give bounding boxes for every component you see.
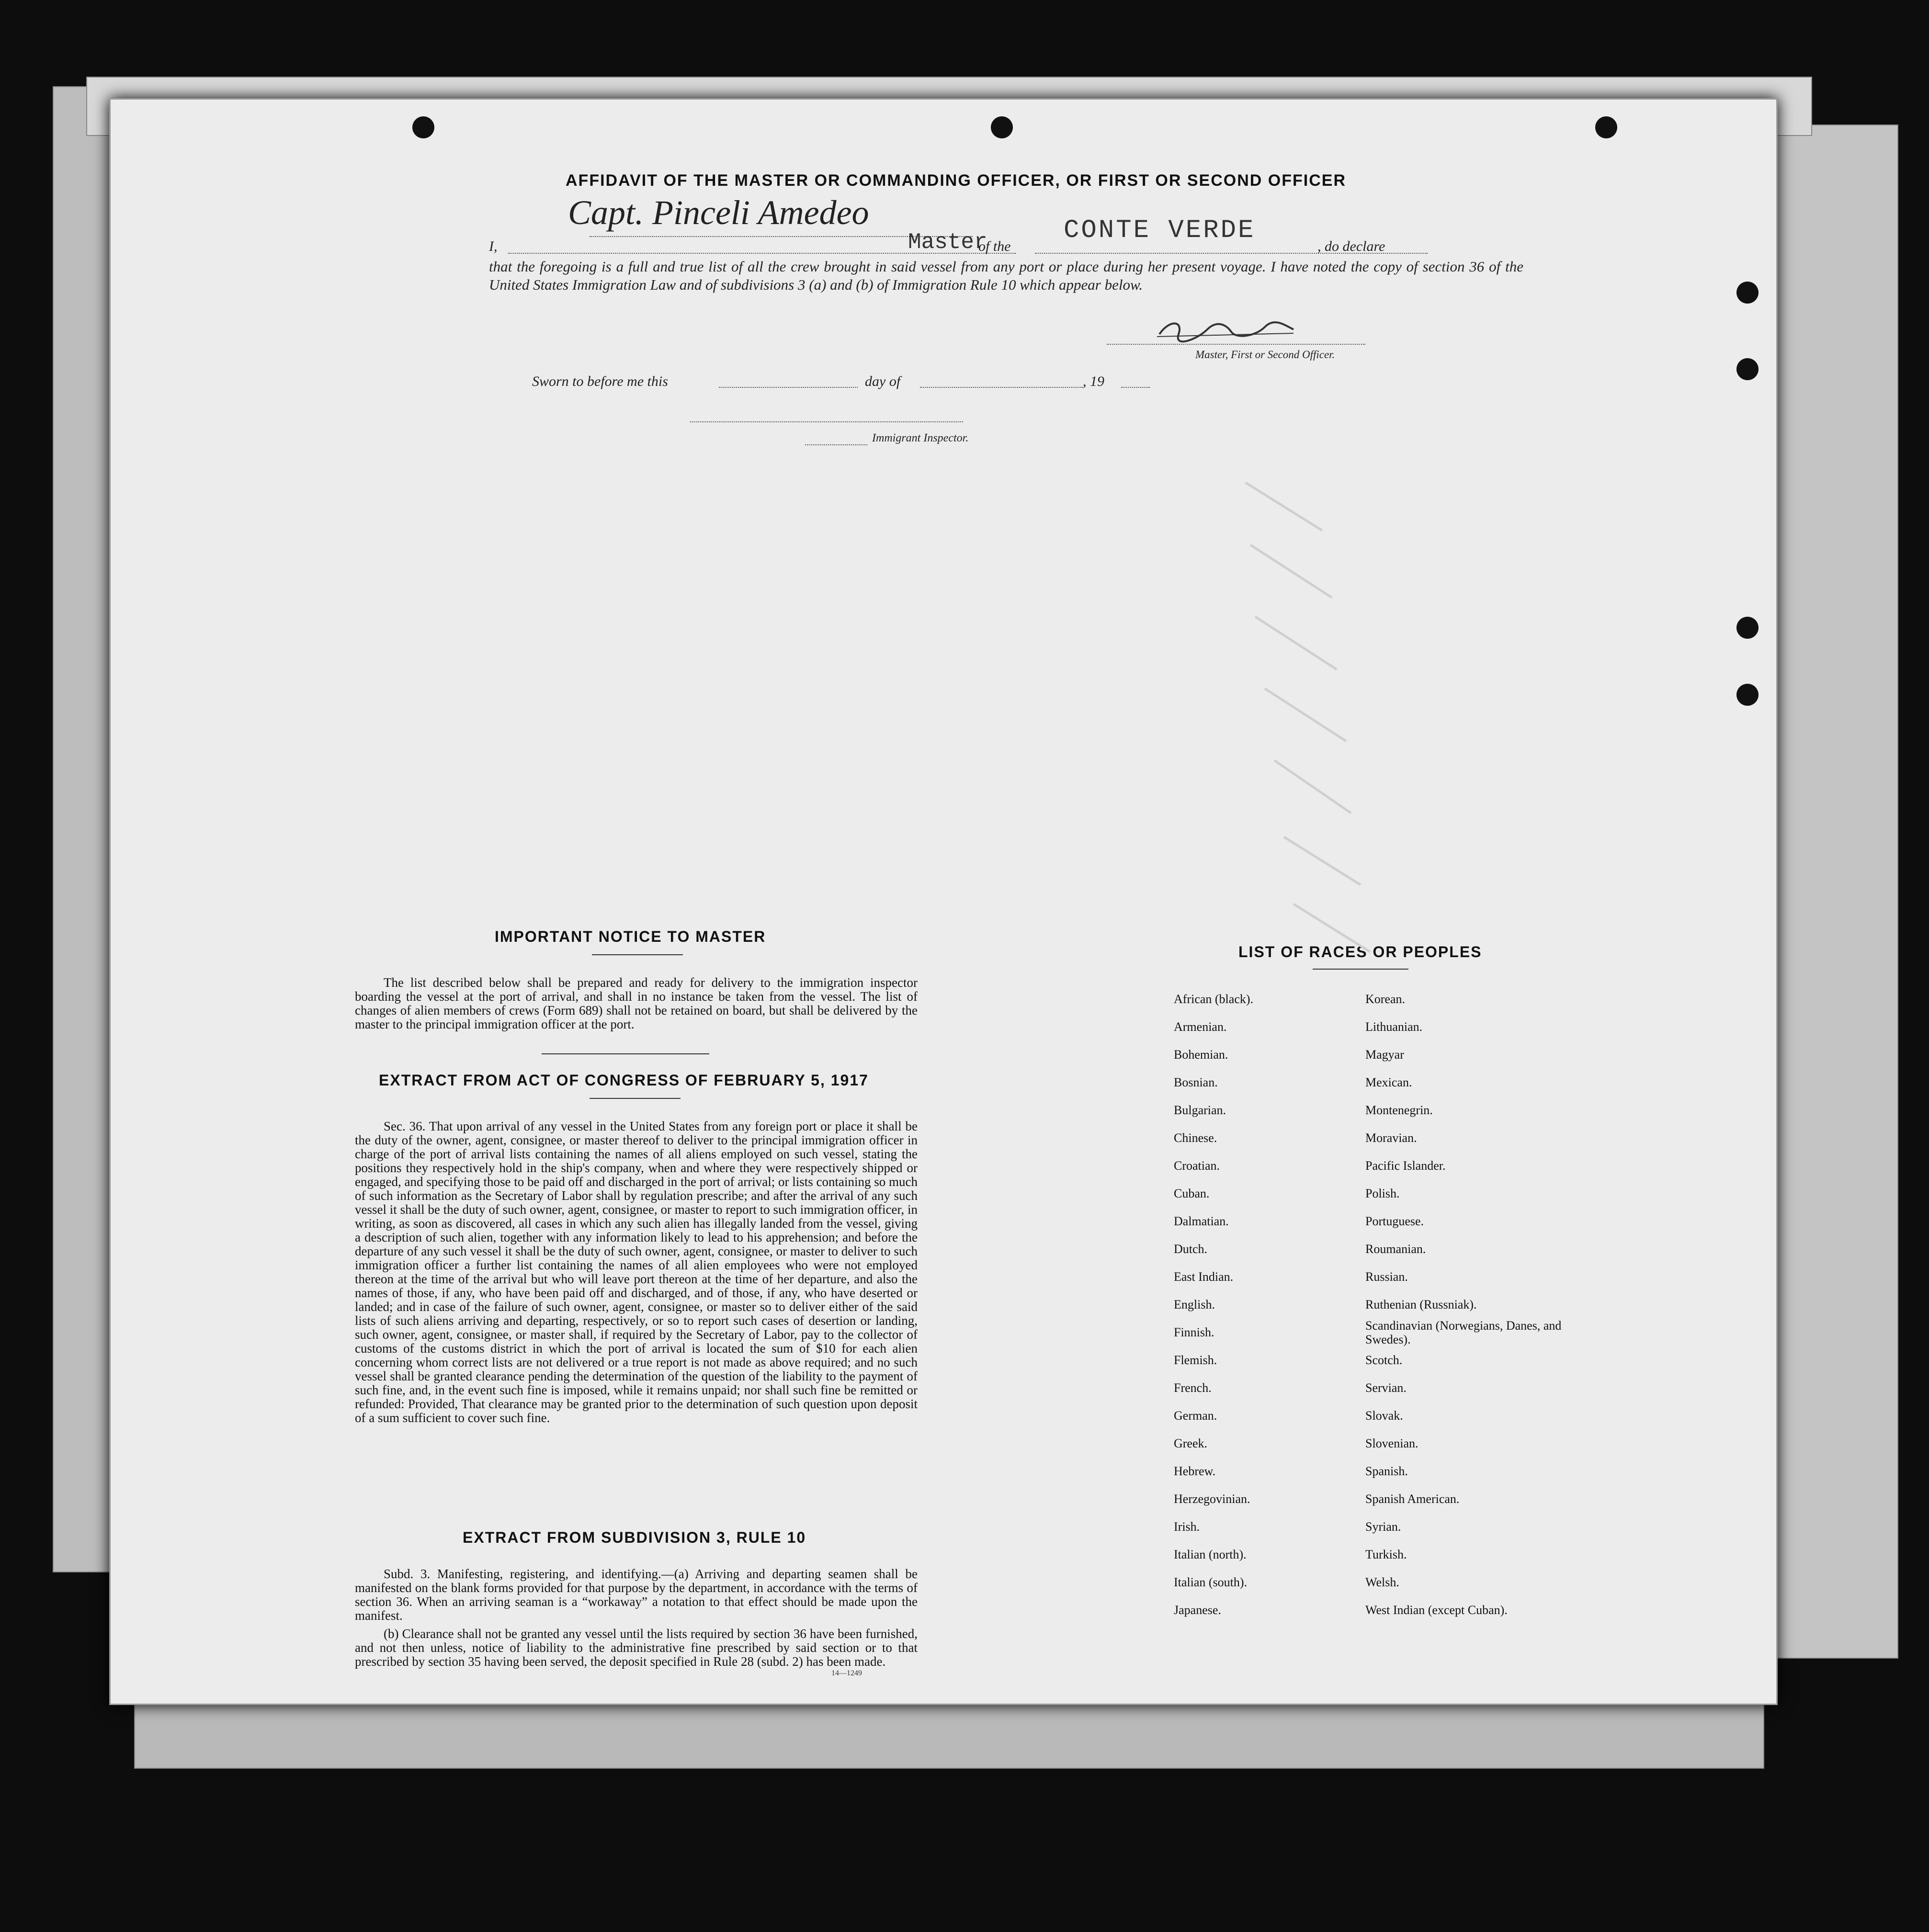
race-item: Japanese. — [1174, 1603, 1221, 1617]
race-item: Turkish. — [1365, 1548, 1407, 1561]
race-item: Finnish. — [1174, 1325, 1214, 1339]
sworn-day-line — [719, 387, 858, 388]
race-item: Moravian. — [1365, 1131, 1417, 1145]
act-extract-title: EXTRACT FROM ACT OF CONGRESS OF FEBRUARY 5, 1917 — [379, 1072, 869, 1089]
sworn-prefix: Sworn to before me this — [532, 373, 668, 389]
sworn-year-label: , 19 — [1083, 373, 1104, 389]
document-page — [109, 98, 1778, 1705]
sworn-month-line — [920, 387, 1083, 388]
race-item: Montenegrin. — [1365, 1103, 1433, 1117]
notice-text: The list described below shall be prepared and ready for delivery to the immigration inspector boarding the vessel at the port of arrival, and shall in no instance be taken from the vessel. The list of changes of alien members of crews (Form 689) shall not be retained on board, but shall be delivered by the master to the principal immigration officer at the port. — [355, 975, 918, 1031]
race-item: French. — [1174, 1381, 1212, 1395]
race-item: Mexican. — [1365, 1075, 1412, 1089]
punch-hole — [1595, 116, 1617, 138]
races-right-column — [1365, 985, 1576, 1624]
affidavit-text: that the foregoing is a full and true list of all the crew brought in said vessel from any port or place during her present voyage. I have noted the copy of section 36 of the United States Immigration Law and of subdivisions 3 (a) and (b) of Immigration Rule 10 which appear below. — [489, 258, 1523, 293]
race-item: Ruthenian (Russniak). — [1365, 1298, 1477, 1311]
of-the-label: of the — [978, 238, 1011, 254]
punch-hole — [1736, 282, 1759, 304]
do-declare-label: , do declare — [1317, 238, 1385, 254]
races-left-column — [1174, 985, 1332, 1624]
race-item: Bosnian. — [1174, 1075, 1218, 1089]
race-item: West Indian (except Cuban). — [1365, 1603, 1508, 1617]
race-item: Spanish American. — [1365, 1492, 1460, 1506]
race-item: Chinese. — [1174, 1131, 1217, 1145]
race-item: Roumanian. — [1365, 1242, 1426, 1256]
inspector-short-line — [805, 444, 867, 445]
act-extract-text: Sec. 36. That upon arrival of any vessel in the United States from any foreign port or place it shall be the duty of the owner, agent, consignee, or master thereof to deliver to the principal immigration officer in charge of the port of arrival lists containing the names of all aliens employed on such vessel, stating the positions they respectively hold in the ship's company, when and where they were respectively shipped or engaged, and specifying those to be paid off and discharged in the port of arrival; or lists containing so much of such information as the Secretary of Labor shall by regulation prescribe; and after the arrival of any such vessel it shall be the duty of such owner, agent, consignee, or master to report to such immigration officer, in writing, as soon as discovered, all cases in which any such alien has illegally landed from the vessel, giving a description of such alien, together with any information likely to lead to his apprehension; and before the departure of any such vessel it shall be the duty of such owner, agent, consignee, or master to deliver to such immigration officer a further list containing the names of all alien employees who were not employed thereon at the time of the arrival but who will leave port thereon at the time of her departure, and also the names of those, if any, who have been paid off and discharged, and of those, if any, who have deserted or landed; and in case of the failure of such owner, agent, consignee, or master so to deliver either of the said lists of such aliens arriving and departing, respectively, or so to report such cases of desertion or landing, such owner, agent, consignee, or master shall, if required by the Secretary of Labor, pay to the collector of customs of the customs district in which the port of arrival is located the sum of $10 for each alien concerning whom correct lists are not delivered or a true report is not made as above required; and no such vessel shall be granted clearance pending the determination of the question of the liability to the payment of such fine, and, in the event such fine is imposed, while it remains unpaid; nor shall such fine be remitted or refunded: Provided, That clearance may be granted prior to the determination of such question upon deposit of a sum sufficient to cover such fine. — [355, 1119, 918, 1425]
races-title: LIST OF RACES OR PEOPLES — [1238, 943, 1482, 960]
race-item: Spanish. — [1365, 1464, 1408, 1478]
punch-hole — [412, 116, 434, 138]
race-item: Syrian. — [1365, 1520, 1401, 1534]
race-item: Korean. — [1365, 992, 1406, 1006]
rule-extract-text-b: (b) Clearance shall not be granted any vessel until the lists required by section 36 have been furnished, and not then unless, notice of liability to the administrative fine prescribed by said section or to that prescribed by section 35 having been served, the deposit specified in Rule 28 (subd. 2) has been made. — [355, 1627, 918, 1669]
race-item: Pacific Islander. — [1365, 1159, 1446, 1173]
form-number: 14—1249 — [831, 1669, 862, 1677]
race-item: Lithuanian. — [1365, 1020, 1423, 1034]
race-item: Greek. — [1174, 1436, 1208, 1450]
race-item: East Indian. — [1174, 1270, 1234, 1284]
rank-stamp: Master — [908, 230, 987, 255]
master-name-handwritten: Capt. Pinceli Amedeo — [568, 193, 869, 232]
race-item: African (black). — [1174, 992, 1254, 1006]
race-item: Welsh. — [1365, 1575, 1399, 1589]
race-item: German. — [1174, 1409, 1217, 1423]
punch-hole — [1736, 358, 1759, 380]
race-item: Hebrew. — [1174, 1464, 1216, 1478]
race-item: Cuban. — [1174, 1186, 1210, 1200]
race-item: English. — [1174, 1298, 1215, 1311]
race-item: Slovak. — [1365, 1409, 1403, 1423]
rule-extract-text-a: Subd. 3. Manifesting, registering, and identifying.—(a) Arriving and departing seamen shall be manifested on the blank forms provided for that purpose by the department, in accordance with the terms of section 36. When an arriving seaman is a “workaway” a notation to that effect should be made upon the manifest. — [355, 1567, 918, 1623]
signature-caption: Master, First or Second Officer. — [1195, 349, 1335, 361]
race-item: Armenian. — [1174, 1020, 1227, 1034]
race-item: Irish. — [1174, 1520, 1200, 1534]
race-item: Russian. — [1365, 1270, 1408, 1284]
sworn-day-label: day of — [865, 373, 901, 389]
inspector-caption: Immigrant Inspector. — [872, 432, 969, 444]
rule-extract-title: EXTRACT FROM SUBDIVISION 3, RULE 10 — [463, 1529, 806, 1546]
punch-hole — [991, 116, 1013, 138]
race-item: Servian. — [1365, 1381, 1407, 1395]
race-item: Portuguese. — [1365, 1214, 1424, 1228]
bleed-through-marks — [1236, 473, 1523, 1000]
race-item: Dutch. — [1174, 1242, 1208, 1256]
race-item: Scotch. — [1365, 1353, 1403, 1367]
punch-hole — [1736, 617, 1759, 639]
race-item: Italian (north). — [1174, 1548, 1247, 1561]
race-item: Dalmatian. — [1174, 1214, 1229, 1228]
race-item: Herzegovinian. — [1174, 1492, 1250, 1506]
race-item: Magyar — [1365, 1048, 1404, 1062]
officer-signature — [1150, 310, 1303, 349]
punch-hole — [1736, 684, 1759, 706]
section-divider — [542, 1053, 709, 1054]
notice-title: IMPORTANT NOTICE TO MASTER — [495, 928, 766, 945]
act-title-rule — [590, 1098, 681, 1099]
race-item: Italian (south). — [1174, 1575, 1248, 1589]
i-label: I, — [489, 238, 498, 254]
affidavit-title: AFFIDAVIT OF THE MASTER OR COMMANDING OFFICER, OR FIRST OR SECOND OFFICER — [566, 171, 1346, 190]
sworn-year-line — [1121, 387, 1150, 388]
vessel-name-stamp: CONTE VERDE — [1064, 216, 1256, 245]
race-item: Flemish. — [1174, 1353, 1217, 1367]
race-item: Bulgarian. — [1174, 1103, 1226, 1117]
inspector-signature-line — [690, 421, 963, 422]
race-item: Polish. — [1365, 1186, 1400, 1200]
signature-line — [1107, 344, 1365, 345]
race-item: Bohemian. — [1174, 1048, 1228, 1062]
notice-title-rule — [592, 954, 683, 955]
race-item: Slovenian. — [1365, 1436, 1418, 1450]
race-item: Croatian. — [1174, 1159, 1220, 1173]
race-item: Scandinavian (Norwegians, Danes, and Swedes). — [1365, 1319, 1562, 1346]
underlying-sheet-right — [1772, 124, 1898, 1659]
